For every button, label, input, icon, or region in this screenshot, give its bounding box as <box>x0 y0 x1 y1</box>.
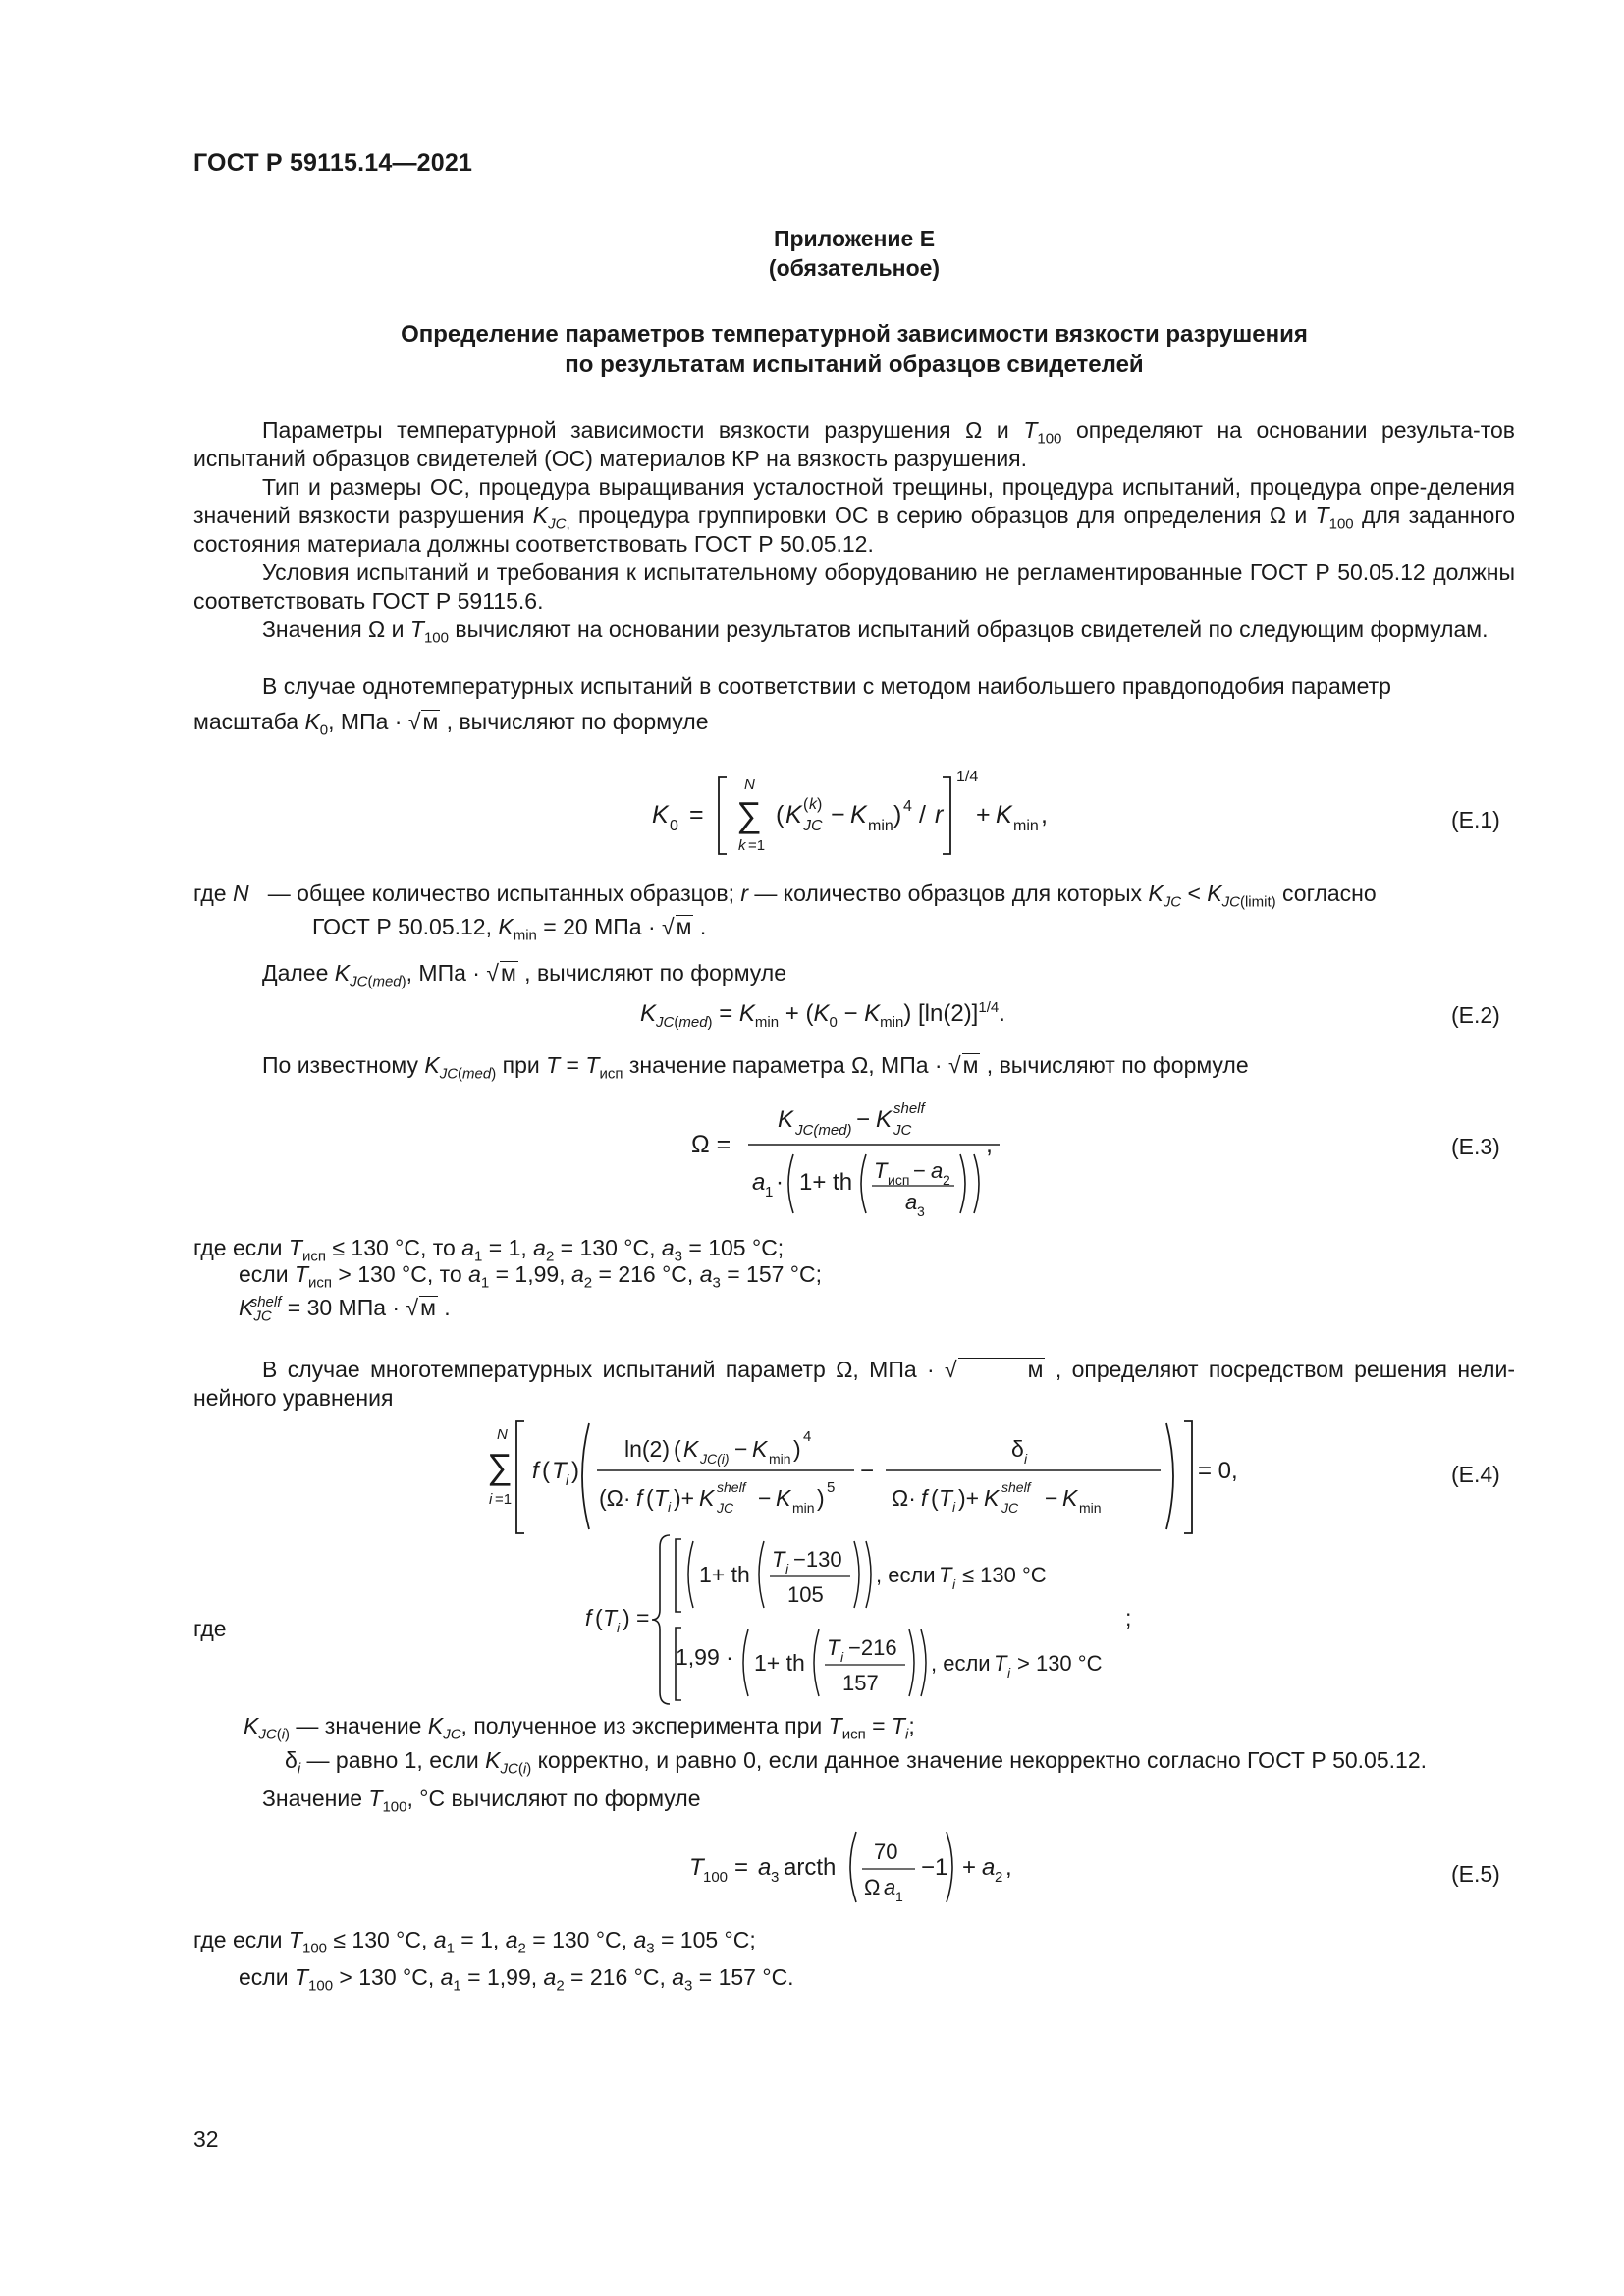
svg-text:min: min <box>769 1451 791 1467</box>
equation-e3 <box>687 1092 1021 1219</box>
svg-text:) =: ) = <box>623 1605 650 1630</box>
svg-text:i: i <box>952 1576 956 1592</box>
svg-text:shelf: shelf <box>893 1100 925 1117</box>
svg-text:a: a <box>884 1875 896 1899</box>
svg-text:4: 4 <box>803 1428 812 1445</box>
svg-text:δ: δ <box>1011 1436 1024 1462</box>
svg-text:= 0,: = 0, <box>1198 1458 1238 1484</box>
svg-text:1: 1 <box>895 1889 903 1904</box>
svg-text:): ) <box>793 1436 801 1462</box>
svg-text:i: i <box>1007 1665 1011 1681</box>
svg-text:min: min <box>1079 1500 1102 1516</box>
svg-text:1+ th: 1+ th <box>699 1562 750 1587</box>
svg-text:4: 4 <box>903 798 912 815</box>
svg-text:/: / <box>919 801 926 828</box>
svg-text:a: a <box>931 1158 944 1183</box>
svg-text:∑: ∑ <box>487 1446 513 1486</box>
svg-text:(: ( <box>776 801 785 828</box>
svg-text:i: i <box>1024 1451 1028 1467</box>
svg-text:T: T <box>994 1651 1007 1676</box>
svg-text:=: = <box>689 801 704 828</box>
where-label: где <box>193 1616 227 1641</box>
kjci-definition: $K_{JC(i)}$ — значение $K_{JC}$, полученное из эксперимента при $T_{исп} = T_i$; <box>244 1713 915 1743</box>
annex-status: (обязательное) <box>768 255 941 281</box>
paragraph-4: Значения Ω и $T_{100}$ вычисляют на основании результатов испытаний образцов свидетелей по следующим формулам. <box>262 616 1489 647</box>
svg-text:r: r <box>935 801 944 828</box>
paragraph-5: В случае однотемпературных испытаний в соответствии с методом наибольшего правдоподобия параметр <box>262 673 1391 699</box>
svg-text:−: − <box>734 1436 748 1462</box>
svg-text:+: + <box>962 1854 977 1881</box>
condition-shelf: $K_{JC}^{shelf} = 30$ МПа · √м . <box>239 1294 451 1325</box>
svg-text:∑: ∑ <box>736 794 762 834</box>
svg-text:100: 100 <box>703 1869 729 1886</box>
svg-text:): ) <box>571 1458 579 1484</box>
where-n-line-2: ГОСТ Р 50.05.12, $K_{min} = 20$ МПа · √м . <box>312 914 707 944</box>
svg-text:T: T <box>603 1605 618 1630</box>
svg-text:1: 1 <box>765 1184 774 1201</box>
equation-number-e2: (Е.2) <box>1451 1002 1500 1028</box>
svg-text:shelf: shelf <box>1001 1479 1031 1495</box>
svg-text:JC(med): JC(med) <box>795 1122 852 1139</box>
equation-number-e4: (Е.4) <box>1451 1462 1500 1487</box>
svg-text:K: K <box>683 1436 699 1462</box>
svg-text:i: i <box>668 1499 672 1515</box>
svg-text:): ) <box>817 796 823 813</box>
svg-text:(Ω·: (Ω· <box>599 1485 631 1511</box>
svg-text:N: N <box>744 776 755 793</box>
equation-e1 <box>628 766 1080 864</box>
svg-text:T: T <box>939 1485 953 1511</box>
svg-text:(: ( <box>646 1485 654 1511</box>
svg-text:T: T <box>689 1854 704 1881</box>
svg-text:i: i <box>785 1561 789 1576</box>
svg-text:i: i <box>617 1620 621 1635</box>
condition-3: где если $T_{100} \le 130$ °C, $a_1 = 1$, $a_2 = 130$ °C, $a_3 = 105$ °C; <box>193 1927 756 1957</box>
condition-2: если $T_{исп} > 130$ °C, то $a_1 = 1,99$, $a_2 = 216$ °C, $a_3 = 157$ °C; <box>239 1261 823 1292</box>
svg-text:f: f <box>585 1605 592 1630</box>
svg-text:−: − <box>758 1485 772 1511</box>
svg-text:(: ( <box>931 1485 939 1511</box>
svg-text:−: − <box>860 1458 875 1484</box>
svg-text:T: T <box>654 1485 669 1511</box>
svg-text:3: 3 <box>771 1869 780 1886</box>
svg-text:2: 2 <box>943 1172 950 1188</box>
svg-text:shelf: shelf <box>717 1479 746 1495</box>
svg-text:min: min <box>1013 818 1039 834</box>
svg-text:> 130 °C: > 130 °C <box>1017 1651 1103 1676</box>
svg-text:k: k <box>809 796 817 813</box>
svg-text:K: K <box>776 1485 791 1511</box>
svg-text:5: 5 <box>827 1479 836 1496</box>
standard-header: ГОСТ Р 59115.14—2021 <box>193 149 473 177</box>
svg-text:Ω·: Ω· <box>892 1485 916 1511</box>
svg-text:1,99 ·: 1,99 · <box>676 1644 733 1670</box>
svg-text:f: f <box>636 1485 643 1511</box>
equation-number-e5: (Е.5) <box>1451 1861 1500 1887</box>
svg-text:,: , <box>1005 1854 1012 1881</box>
svg-text:K: K <box>1062 1485 1078 1511</box>
where-n-line: где N — общее количество испытанных образцов; r — количество образцов для которых $K_{JC} < K_{JC(limit)}$ согласно <box>193 881 1377 911</box>
annex-heading-line1: Определение параметров температурной зависимости вязкости разрушения <box>401 321 1308 347</box>
svg-text:, если: , если <box>876 1563 936 1587</box>
svg-text:(: ( <box>542 1458 550 1484</box>
svg-text:−: − <box>913 1158 926 1183</box>
equation-f-ti <box>579 1531 1149 1708</box>
svg-text:K: K <box>850 801 867 828</box>
equation-number-e1: (Е.1) <box>1451 807 1500 832</box>
svg-text:0: 0 <box>670 818 678 834</box>
svg-text:i: i <box>952 1499 956 1515</box>
paragraph-5-cont: масштаба $K_0$, МПа · √м , вычисляют по формуле <box>193 709 709 739</box>
svg-text:2: 2 <box>995 1869 1003 1886</box>
kmed-intro: Далее $K_{JC(med)}$, МПа · √м , вычисляют по формуле <box>262 960 786 990</box>
svg-text:f: f <box>921 1485 928 1511</box>
equation-e4 <box>481 1414 1247 1541</box>
svg-text:min: min <box>792 1500 815 1516</box>
condition-4: если $T_{100} > 130$ °C, $a_1 = 1,99$, $a_2 = 216$ °C, $a_3 = 157$ °C. <box>239 1964 794 1995</box>
svg-text:a: a <box>752 1169 766 1196</box>
svg-text:K: K <box>996 801 1012 828</box>
svg-text:a: a <box>982 1854 996 1881</box>
svg-text:1+ th: 1+ th <box>754 1650 805 1676</box>
svg-text:=1: =1 <box>748 837 766 854</box>
svg-text:ln(2): ln(2) <box>624 1436 671 1462</box>
svg-text:105: 105 <box>787 1582 824 1607</box>
svg-text:−1: −1 <box>921 1854 948 1881</box>
annex-heading-line2: по результатам испытаний образцов свидетелей <box>565 351 1144 378</box>
svg-text:1/4: 1/4 <box>956 769 979 785</box>
omega-intro: По известному $K_{JC(med)}$ при $T = T_{исп}$ значение параметра Ω, МПа · √м , вычисляют по формуле <box>262 1052 1249 1083</box>
svg-text:): ) <box>817 1485 825 1511</box>
svg-text:k: k <box>738 837 746 854</box>
paragraph-2: Тип и размеры ОС, процедура выращивания усталостной трещины, процедура испытаний, процедура опре-деления значений вязкости разрушения $K_{JC,}$ процедура группировки ОС в серию образцов для определения Ω и $T_{100}$ для заданного состояния материала должны соответствовать ГОСТ Р 50.05.12. <box>193 474 1515 557</box>
svg-text:,: , <box>1041 801 1048 828</box>
svg-text:K: K <box>785 801 802 828</box>
svg-text:−: − <box>831 801 845 828</box>
svg-text:1+ th: 1+ th <box>799 1169 853 1196</box>
condition-1: где если $T_{исп} \le 130$ °C, то $a_1 = 1$, $a_2 = 130$ °C, $a_3 = 105$ °C; <box>193 1235 785 1265</box>
svg-text:=1: =1 <box>495 1491 513 1508</box>
svg-text:−: − <box>856 1106 871 1133</box>
svg-text:K: K <box>778 1106 794 1133</box>
svg-text:−130: −130 <box>793 1547 842 1572</box>
equation-e5 <box>687 1824 1041 1912</box>
svg-text:·: · <box>776 1169 784 1196</box>
svg-text:K: K <box>876 1106 893 1133</box>
svg-text:,: , <box>986 1131 993 1158</box>
svg-text:T: T <box>827 1635 840 1660</box>
svg-text:JC: JC <box>893 1122 912 1139</box>
svg-text:K: K <box>752 1436 768 1462</box>
svg-text:(: ( <box>674 1436 681 1462</box>
svg-text:157: 157 <box>842 1671 879 1695</box>
svg-text:N: N <box>497 1426 508 1443</box>
svg-text:min: min <box>868 818 893 834</box>
svg-text:исп: исп <box>888 1172 910 1188</box>
svg-text:−: − <box>1045 1485 1058 1511</box>
svg-text:70: 70 <box>874 1840 898 1864</box>
svg-text:3: 3 <box>917 1203 925 1219</box>
paragraph-3: Условия испытаний и требования к испытательному оборудованию не регламентированные ГОСТ Р 50.05.12 должны соответствовать ГОСТ Р 59115.6. <box>193 560 1515 614</box>
svg-text:K: K <box>652 801 669 828</box>
svg-text:)+: )+ <box>674 1485 695 1511</box>
page-number: 32 <box>193 2126 219 2152</box>
svg-text:T: T <box>939 1563 952 1587</box>
svg-text:(: ( <box>595 1605 603 1630</box>
svg-text:+: + <box>976 801 991 828</box>
svg-text:i: i <box>489 1491 493 1508</box>
svg-text:JC(i): JC(i) <box>700 1451 730 1467</box>
paragraph-1: Параметры температурной зависимости вязкости разрушения Ω и $T_{100}$ определяют на основании результа-тов испытаний образцов свидетелей (ОС) материалов КР на вязкость разрушения. <box>193 417 1515 471</box>
delta-definition: $\delta_i$ — равно 1, если $K_{JC(i)}$ корректно, и равно 0, если данное значение некорректно согласно ГОСТ Р 50.05.12. <box>285 1747 1428 1778</box>
t100-intro: Значение $T_{100}$, °C вычисляют по формуле <box>262 1786 701 1816</box>
equation-e2: $K_{JC(med)} = K_{min} + (K_0 - K_{min})$ $[\ln(2)]^{1/4}$. <box>640 999 1005 1031</box>
svg-text:(: ( <box>803 796 809 813</box>
svg-text:K: K <box>699 1485 715 1511</box>
svg-text:arcth: arcth <box>784 1854 837 1881</box>
svg-text:T: T <box>874 1158 888 1183</box>
svg-text:T: T <box>552 1458 567 1484</box>
svg-text:JC: JC <box>717 1500 734 1516</box>
svg-text:f: f <box>532 1458 539 1484</box>
svg-text:Ω: Ω <box>864 1875 881 1899</box>
paragraph-multi: В случае многотемпературных испытаний параметр Ω, МПа · √ м , определяют посредством решения нели-нейного уравнения <box>193 1357 1515 1411</box>
svg-text:−216: −216 <box>848 1635 897 1660</box>
svg-text:K: K <box>984 1485 1000 1511</box>
svg-text:a: a <box>758 1854 772 1881</box>
svg-text:i: i <box>840 1649 844 1665</box>
svg-text:≤ 130 °C: ≤ 130 °C <box>962 1563 1047 1587</box>
svg-text:JC: JC <box>1001 1500 1019 1516</box>
svg-text:)+: )+ <box>958 1485 980 1511</box>
annex-title: Приложение Е <box>773 226 936 251</box>
svg-text:, если: , если <box>931 1651 991 1676</box>
svg-text:i: i <box>566 1472 569 1489</box>
svg-text:T: T <box>772 1547 785 1572</box>
svg-text:JC: JC <box>803 818 823 834</box>
svg-text:): ) <box>893 801 902 828</box>
svg-text:=: = <box>734 1854 749 1881</box>
svg-text:;: ; <box>1125 1605 1132 1630</box>
equation-number-e3: (Е.3) <box>1451 1134 1500 1159</box>
svg-text:Ω =: Ω = <box>691 1131 731 1158</box>
svg-text:a: a <box>905 1190 918 1214</box>
